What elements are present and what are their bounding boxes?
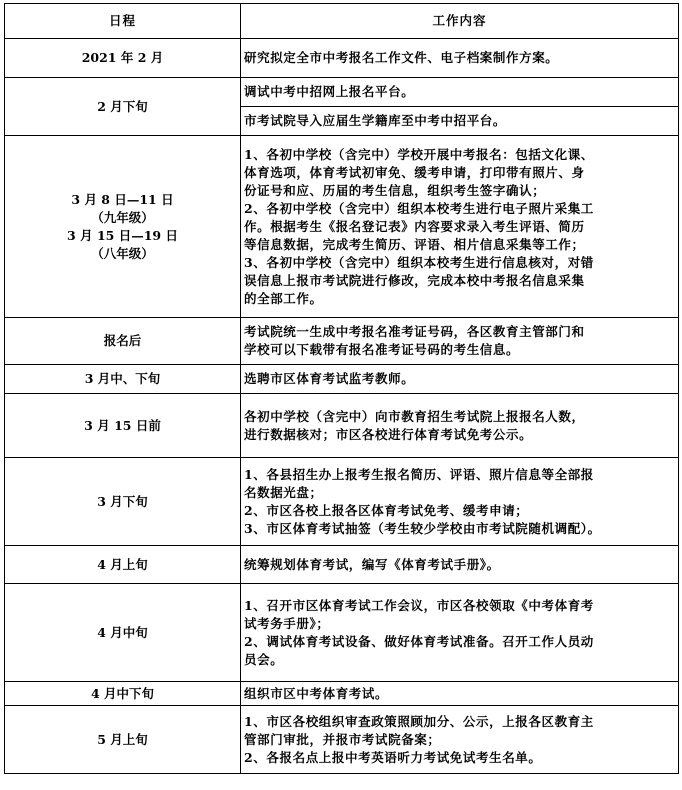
content-line: 名数据光盘； — [244, 484, 323, 500]
content-line: 的全部工作。 — [244, 290, 323, 306]
content-line: 研究拟定全市中考报名工作文件、电子档案制作方案。 — [244, 50, 559, 65]
table-row — [5, 78, 679, 107]
content-line: 2、各报名点上报中考英语听力考试免试考生名单。 — [244, 749, 542, 765]
table-row — [5, 318, 679, 365]
content-cell — [241, 546, 679, 584]
content-line: 试考务手册》； — [244, 615, 330, 631]
content-line: 份证号和应、历届的考生信息，组织考生签字确认； — [244, 182, 546, 198]
content-line: 管部门审批，并报市考试院备案； — [244, 731, 441, 747]
table-row — [5, 136, 679, 318]
header-schedule: 日程 — [5, 4, 241, 39]
content-cell — [241, 136, 679, 318]
content-line: 体育选项，体育考试初审免、缓考申请，打印带有照片、身 — [244, 164, 585, 180]
date-line: 4 月上旬 — [97, 556, 148, 572]
date-cell — [5, 318, 241, 365]
date-line: 3 月中、下旬 — [84, 371, 161, 386]
table-header-row — [5, 4, 679, 39]
date-cell — [5, 584, 241, 682]
content-line: 学校可以下载带有报名准考证号码的考生信息。 — [244, 342, 520, 357]
content-cell — [241, 107, 679, 136]
content-cell — [241, 39, 679, 78]
content-line: 作。根据考生《报名登记表》内容要求录入考生评语、简历 — [244, 218, 585, 234]
date-line: 5 月上旬 — [97, 731, 148, 747]
content-cell — [241, 78, 679, 107]
date-line: 4 月中下旬 — [90, 685, 155, 701]
content-line: 市考试院导入应届生学籍库至中考中招平台。 — [244, 113, 507, 128]
content-line: 1、各初中学校（含完中）学校开展中考报名：包括文化课、 — [244, 146, 594, 162]
content-line: 误信息上报市考试院进行修改，完成本校中考报名信息采集 — [244, 272, 585, 288]
content-line: 2、各初中学校（含完中）组织本校考生进行电子照片采集工 — [244, 200, 594, 216]
date-cell — [5, 706, 241, 774]
content-line: 2、调试体育考试设备、做好体育考试准备。召开工作人员动 — [244, 633, 594, 649]
date-line: 报名后 — [103, 333, 142, 348]
table-row — [5, 365, 679, 394]
content-line: 进行数据核对；市区各校进行体育考试免考公示。 — [244, 426, 533, 442]
header-work-content: 工作内容 — [241, 4, 679, 39]
content-cell — [241, 394, 679, 458]
content-line: 3、市区体育考试抽签（考生较少学校由市考试院随机调配）。 — [244, 520, 601, 536]
date-line: 3 月 15 日—19 日 — [67, 227, 178, 243]
date-cell — [5, 682, 241, 706]
date-line: 3 月 8 日—11 日 — [71, 191, 174, 207]
date-line: 3 月下旬 — [97, 493, 148, 509]
content-line: 组织市区中考体育考试。 — [244, 685, 389, 701]
table-row — [5, 458, 679, 546]
table-row — [5, 394, 679, 458]
date-line: 4 月中旬 — [97, 624, 148, 640]
date-cell — [5, 39, 241, 78]
content-cell — [241, 365, 679, 394]
table-row — [5, 706, 679, 774]
content-line: 等信息数据，完成考生简历、评语、相片信息采集等工作； — [244, 236, 585, 252]
content-line: 1、召开市区体育考试工作会议，市区各校领取《中考体育考 — [244, 597, 594, 613]
content-line: 1、市区各校组织审查政策照顾加分、公示，上报各区教育主 — [244, 713, 594, 729]
schedule-table — [4, 3, 679, 774]
date-cell — [5, 365, 241, 394]
content-cell — [241, 584, 679, 682]
content-cell — [241, 682, 679, 706]
date-cell — [5, 394, 241, 458]
date-line: （九年级） — [91, 209, 154, 225]
date-cell — [5, 458, 241, 546]
content-cell — [241, 458, 679, 546]
table-row — [5, 682, 679, 706]
table-row — [5, 584, 679, 682]
date-line: 2 月下旬 — [97, 98, 148, 114]
content-line: 各初中学校（含完中）向市教育招生考试院上报报名人数， — [244, 408, 585, 424]
content-line: 1、各县招生办上报考生报名简历、评语、照片信息等全部报 — [244, 466, 594, 482]
content-line: 3、各初中学校（含完中）组织本校考生进行信息核对，对错 — [244, 254, 594, 270]
table-row — [5, 39, 679, 78]
table-row — [5, 546, 679, 584]
date-cell — [5, 546, 241, 584]
content-line: 选聘市区体育考试监考教师。 — [244, 371, 415, 386]
date-cell — [5, 78, 241, 136]
date-line: 2021 年 2 月 — [81, 50, 164, 65]
date-line: （八年级） — [91, 245, 154, 261]
content-line: 调试中考中招网上报名平台。 — [244, 84, 415, 99]
content-line: 考试院统一生成中考报名准考证号码，各区教育主管部门和 — [244, 324, 585, 339]
content-cell — [241, 706, 679, 774]
date-line: 3 月 15 日前 — [84, 417, 161, 433]
content-line: 员会。 — [244, 651, 284, 667]
content-line: 2、市区各校上报各区体育考试免考、缓考申请； — [244, 502, 529, 518]
content-line: 统筹规划体育考试，编写《体育考试手册》。 — [244, 556, 500, 572]
content-cell — [241, 318, 679, 365]
date-cell — [5, 136, 241, 318]
